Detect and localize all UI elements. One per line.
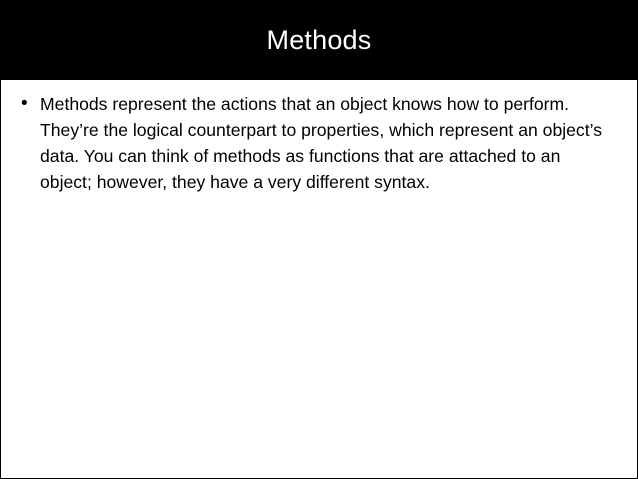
slide-content [21,91,611,195]
bullet-marker: • [21,93,28,114]
bullet-text: Methods represent the actions that an object knows how to perform. They’re the logical counterpart to properties, which represent an object’s data. You can think of methods as functions that are attached to an object; however, they have a very different syntax. [40,94,603,192]
slide-title: Methods [266,25,372,55]
bullet-item [21,91,611,195]
title-bar [1,1,637,80]
